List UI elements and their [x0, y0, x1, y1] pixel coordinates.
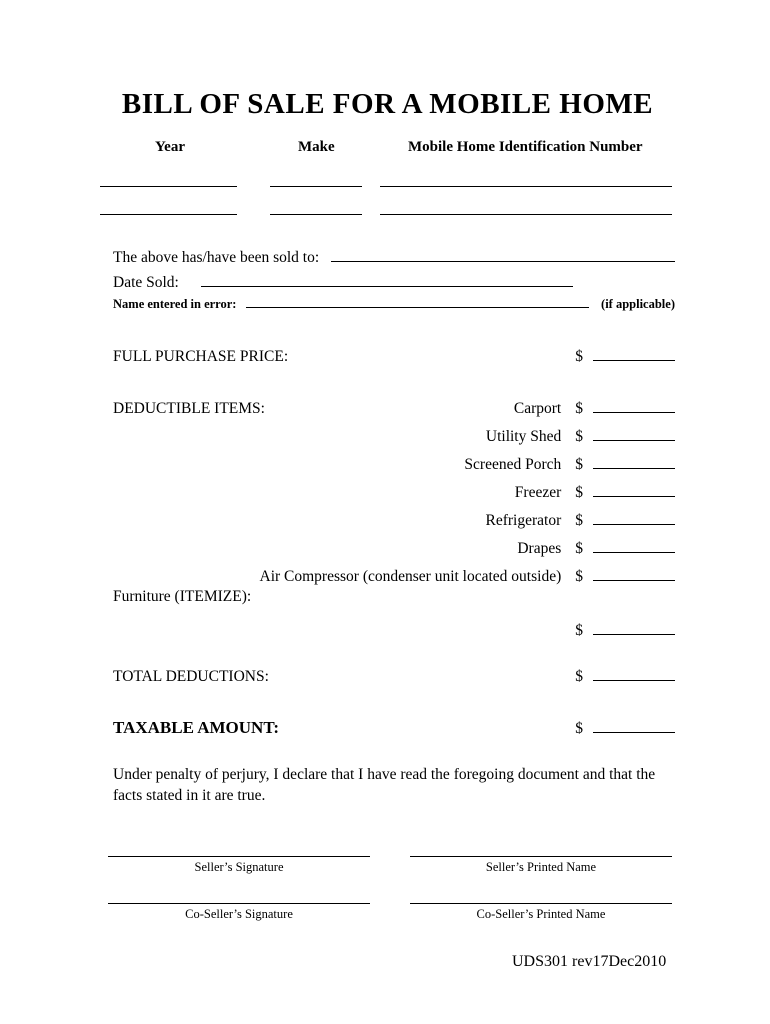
- deductible-item-label: Refrigerator: [485, 512, 562, 529]
- total-deductions-line[interactable]: [593, 664, 675, 681]
- date-sold-row: [113, 270, 675, 292]
- date-sold-label: Date Sold:: [113, 274, 179, 291]
- signature-section: [108, 856, 672, 922]
- name-error-line[interactable]: [246, 294, 589, 308]
- dollar-sign: $: [575, 668, 583, 685]
- column-headers: [100, 139, 675, 159]
- vehicle-row-2: [100, 187, 675, 215]
- co-seller-printed-name-line[interactable]: [410, 903, 672, 905]
- taxable-amount-row: [113, 716, 675, 738]
- form-revision-code: UDS301 rev17Dec2010: [512, 953, 667, 970]
- dollar-sign: $: [575, 720, 583, 737]
- furniture-amount-row: [113, 618, 675, 646]
- co-seller-printed-name-caption: Co-Seller’s Printed Name: [476, 907, 606, 921]
- seller-signature-caption: Seller’s Signature: [194, 860, 284, 874]
- deductible-line-utility-shed[interactable]: [593, 424, 675, 441]
- co-seller-signature-line[interactable]: [108, 903, 370, 905]
- deductible-item-label: Screened Porch: [464, 456, 562, 473]
- if-applicable-note: (if applicable): [601, 297, 675, 311]
- id-column-header: Mobile Home Identification Number: [408, 139, 643, 155]
- name-error-row: [113, 294, 675, 312]
- seller-signature-row: [108, 856, 672, 875]
- co-seller-signature-row: [108, 903, 672, 922]
- deductible-line-drapes[interactable]: [593, 536, 675, 553]
- page-title: BILL OF SALE FOR A MOBILE HOME: [121, 88, 654, 120]
- deductible-row-refrigerator: [113, 508, 675, 536]
- co-seller-signature-caption: Co-Seller’s Signature: [185, 907, 293, 921]
- deductible-item-label: Air Compressor (condenser unit located outside): [259, 568, 562, 585]
- perjury-declaration: Under penalty of perjury, I declare that I have read the foregoing document and that the facts stated in it are true.: [113, 766, 656, 804]
- furniture-label: Furniture (ITEMIZE):: [113, 588, 252, 605]
- vehicle-row-1: [100, 159, 675, 187]
- deductible-row-utility-shed: [113, 424, 675, 452]
- full-purchase-price-label: FULL PURCHASE PRICE:: [113, 348, 289, 365]
- dollar-sign: $: [575, 484, 583, 501]
- id-line-2[interactable]: [380, 213, 672, 215]
- deductible-line-refrigerator[interactable]: [593, 508, 675, 525]
- furniture-line[interactable]: [593, 618, 675, 635]
- deductible-line-carport[interactable]: [593, 396, 675, 413]
- deductible-items-section: [113, 396, 675, 646]
- deductible-line-air-compressor[interactable]: [593, 564, 675, 581]
- full-purchase-price-row: [113, 344, 675, 366]
- year-line-2[interactable]: [100, 213, 237, 215]
- dollar-sign: $: [575, 622, 583, 639]
- dollar-sign: $: [575, 456, 583, 473]
- deductible-item-label: Drapes: [517, 540, 562, 557]
- deductible-row-drapes: [113, 536, 675, 564]
- sold-to-line[interactable]: [331, 245, 675, 262]
- seller-signature-line[interactable]: [108, 856, 370, 858]
- dollar-sign: $: [575, 428, 583, 445]
- name-error-label: Name entered in error:: [113, 297, 237, 311]
- deductible-row-carport: [113, 396, 675, 424]
- date-sold-line[interactable]: [201, 270, 573, 287]
- deductible-line-screened-porch[interactable]: [593, 452, 675, 469]
- seller-printed-name-line[interactable]: [410, 856, 672, 858]
- sold-to-row: [113, 245, 675, 267]
- total-deductions-label: TOTAL DEDUCTIONS:: [113, 668, 269, 685]
- seller-printed-name-caption: Seller’s Printed Name: [485, 860, 597, 874]
- deductible-row-screened-porch: [113, 452, 675, 480]
- full-price-line[interactable]: [593, 344, 675, 361]
- deductible-row-freezer: [113, 480, 675, 508]
- year-column-header: Year: [155, 139, 185, 155]
- dollar-sign: $: [575, 540, 583, 557]
- make-column-header: Make: [298, 139, 335, 155]
- taxable-amount-label: TAXABLE AMOUNT:: [113, 718, 280, 737]
- deductible-items-label: DEDUCTIBLE ITEMS:: [113, 400, 265, 417]
- total-deductions-row: [113, 664, 675, 686]
- dollar-sign: $: [575, 348, 583, 365]
- taxable-amount-line[interactable]: [593, 716, 675, 733]
- dollar-sign: $: [575, 400, 583, 417]
- furniture-row: [113, 588, 675, 610]
- make-line-2[interactable]: [270, 213, 362, 215]
- deductible-line-freezer[interactable]: [593, 480, 675, 497]
- dollar-sign: $: [575, 568, 583, 585]
- deductible-item-label: Freezer: [514, 484, 562, 501]
- deductible-item-label: Carport: [513, 400, 562, 417]
- dollar-sign: $: [575, 512, 583, 529]
- deductible-item-label: Utility Shed: [485, 428, 562, 445]
- sold-to-label: The above has/have been sold to:: [113, 249, 320, 266]
